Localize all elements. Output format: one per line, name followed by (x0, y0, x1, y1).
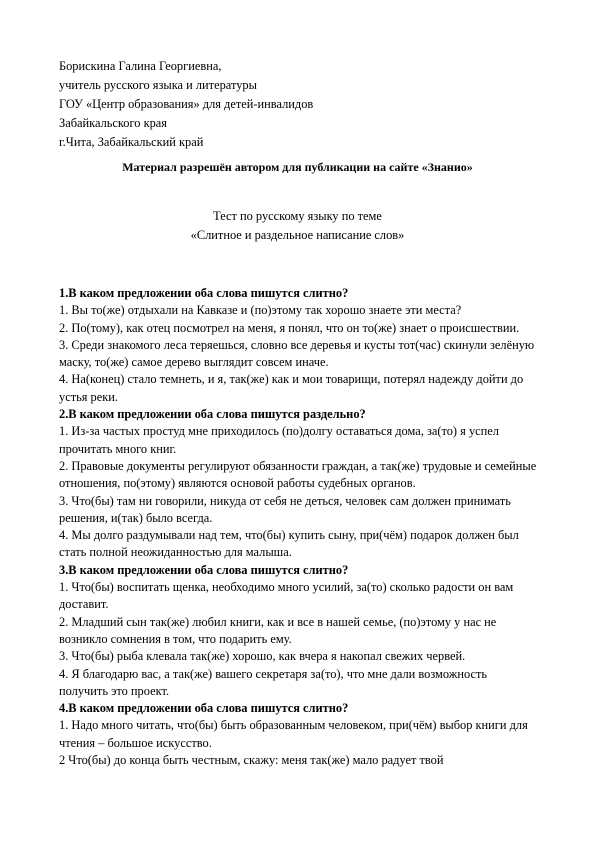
answer-option: 4. Я благодарю вас, а так(же) вашего секретаря за(то), что мне дали возможность получить это проект. (59, 666, 488, 698)
answer-option: 2. Правовые документы регулируют обязанности граждан, а так(же) трудовые и семейные отношения, по(этому) являются основой работы судебных органов. (59, 458, 537, 491)
author-organization: ГОУ «Центр образования» для детей-инвалидов (59, 97, 314, 111)
question-heading: 1.В каком предложении оба слова пишутся слитно? (59, 286, 349, 300)
answer-option: 1. Из-за частых простуд мне приходилось (по)долгу оставаться дома, за(то) я успел прочитать много книг. (59, 424, 499, 456)
author-block (59, 57, 313, 152)
answer-option: 3. Что(бы) там ни говорили, никуда от себя не деться, человек сам должен принимать решения, и(так) было всегда. (59, 493, 511, 525)
answer-option: 2. Младший сын так(же) любил книги, как и все в нашей семье, (по)этому у нас не возникло сомнения в том, что подарить ему. (59, 614, 497, 646)
title-line: «Слитное и раздельное написание слов» (190, 228, 405, 242)
answer-option: 1. Что(бы) воспитать щенка, необходимо много усилий, за(то) сколько радости он вам доставит. (59, 580, 514, 612)
answer-option: 3. Среди знакомого леса теряешься, словно все деревья и кусты тот(час) скинули зелёную маску, то(же) самое дерево выглядит совсем иначе. (59, 337, 535, 370)
publication-permission: Материал разрешён автором для публикации на сайте «Знанио» (122, 160, 473, 174)
test-content (59, 285, 539, 769)
answer-option: 1. Надо много читать, что(бы) быть образованным человеком, при(чём) выбор книги для чтения – большое искусство. (59, 718, 528, 750)
question-heading: 2.В каком предложении оба слова пишутся раздельно? (59, 407, 366, 422)
author-position: учитель русского языка и литературы (59, 78, 257, 92)
author-city: г.Чита, Забайкальский край (59, 135, 204, 149)
test-title (0, 207, 595, 245)
question-heading: 4.В каком предложении оба слова пишутся слитно? (59, 701, 349, 716)
answer-option: 3. Что(бы) рыба клевала так(же) хорошо, как вчера я накопал свежих червей. (59, 649, 466, 664)
answer-option: 2 Что(бы) до конца быть честным, скажу: меня так(же) мало радует твой (59, 753, 444, 768)
answer-option: 1. Вы то(же) отдыхали на Кавказе и (по)этому так хорошо знаете эти места? (59, 303, 462, 318)
answer-option: 4. На(конец) стало темнеть, и я, так(же) как и мои товарищи, потерял надежду дойти до устья реки. (59, 372, 524, 404)
answer-option: 4. Мы долго раздумывали над тем, что(бы) купить сыну, при(чём) подарок должен был стать полной неожиданностью для малыша. (59, 528, 519, 560)
author-region: Забайкальского края (59, 116, 167, 130)
title-line: Тест по русскому языку по теме (213, 209, 382, 223)
author-name: Борискина Галина Георгиевна, (59, 59, 222, 73)
question-heading: 3.В каком предложении оба слова пишутся слитно? (59, 562, 349, 577)
answer-option: 2. По(тому), как отец посмотрел на меня, я понял, что он то(же) знает о происшествии. (59, 320, 520, 335)
